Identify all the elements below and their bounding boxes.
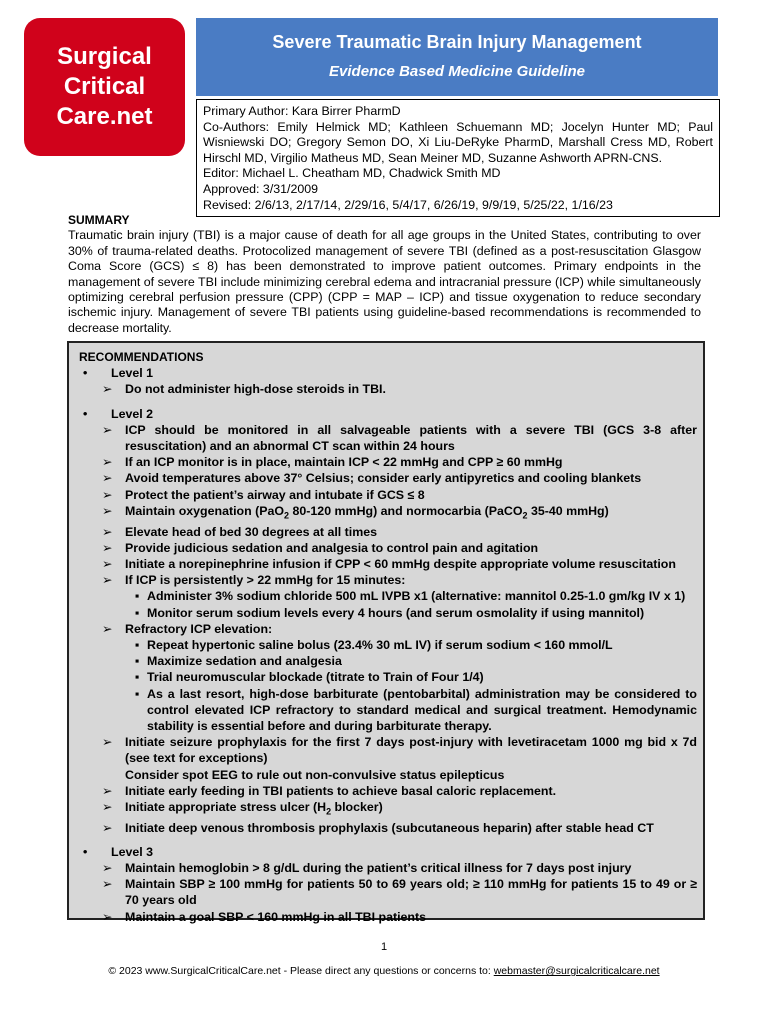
ulcer-text-b: blocker) (331, 799, 383, 814)
sub-list-item: ▪ As a last resort, high-dose barbiturate (pentobarbital) administration may be considered to control elevated ICP refractory to standard medical and surgical treatment. Hemodynamic stability is essential before and during barbiturate therapy. (147, 686, 697, 735)
oxygenation-text-b: 80-120 mmHg) and normocarbia (PaCO (289, 503, 523, 518)
title-banner (196, 18, 718, 96)
recommendations-box (67, 341, 705, 924)
list-item: ➢ Initiate a norepinephrine infusion if CPP < 60 mmHg despite appropriate volume resuscitation (125, 556, 697, 572)
list-item: ➢ Do not administer high-dose steroids in TBI. (125, 381, 697, 397)
page-footer (0, 965, 768, 977)
summary-heading: SUMMARY (68, 213, 130, 227)
refractory-label: ➢ Refractory ICP elevation: (125, 621, 273, 636)
list-item (125, 621, 697, 734)
list-item: ➢ Elevate head of bed 30 degrees at all times (125, 524, 697, 540)
icp-persistent-label: ➢ If ICP is persistently > 22 mmHg for 15 minutes: (125, 573, 406, 588)
sub-list-item: ▪ Maximize sedation and analgesia (147, 653, 697, 669)
list-item: ➢ Initiate early feeding in TBI patients to achieve basal caloric replacement. (125, 783, 697, 799)
page-number: 1 (380, 941, 388, 953)
oxygenation-text-c: 35-40 mmHg) (527, 503, 609, 518)
list-item: ➢ ICP should be monitored in all salvageable patients with a severe TBI (GCS 3-8 after resuscitation) and an abnormal CT scan within 24 hours (125, 422, 697, 454)
authors-box (196, 99, 720, 217)
recommendations-heading: RECOMMENDATIONS (79, 350, 204, 364)
editor: Editor: Michael L. Cheatham MD, Chadwick Smith MD (203, 166, 501, 181)
level-1-label: • Level 1 (79, 365, 697, 381)
revised-dates: Revised: 2/6/13, 2/17/14, 2/29/16, 5/4/17, 6/26/19, 9/9/19, 5/25/22, 1/16/23 (203, 197, 613, 212)
list-item: ➢ Avoid temperatures above 37° Celsius; consider early antipyretics and cooling blankets (125, 470, 697, 486)
list-item: ➢ If an ICP monitor is in place, maintain ICP < 22 mmHg and CPP ≥ 60 mmHg (125, 454, 697, 470)
list-item: ➢ Maintain SBP ≥ 100 mmHg for patients 50 to 69 years old; ≥ 110 mmHg for patients 15 to 49 or ≥ 70 years old (125, 876, 697, 908)
ulcer-text-a: Initiate appropriate stress ulcer (H (125, 799, 327, 814)
list-item: ➢ Provide judicious sedation and analgesia to control pain and agitation (125, 540, 697, 556)
logo-line-2: Critical (63, 73, 146, 100)
document-subtitle: Evidence Based Medicine Guideline (329, 63, 585, 80)
list-item (125, 503, 697, 524)
ulcer-sub: 2 (326, 806, 332, 817)
oxygenation-text-a: Maintain oxygenation (PaO (125, 503, 285, 518)
sub-list-item: ▪ Administer 3% sodium chloride 500 mL IVPB x1 (alternative: mannitol 0.25-1.0 gm/kg IV x 1) (147, 588, 697, 604)
oxygenation-sub-a: 2 (284, 510, 290, 521)
list-item: ➢ Initiate deep venous thrombosis prophylaxis (subcutaneous heparin) after stable head CT (125, 820, 697, 836)
refractory-sublist (125, 637, 697, 734)
eeg-note: Consider spot EEG to rule out non-convulsive status epilepticus (125, 767, 505, 782)
footer-email-link[interactable]: webmaster@surgicalcriticalcare.net (493, 965, 660, 977)
level-2-list (79, 422, 697, 836)
list-item: ➢ Maintain hemoglobin > 8 g/dL during the patient’s critical illness for 7 days post injury (125, 860, 697, 876)
co-authors: Co-Authors: Emily Helmick MD; Kathleen Schuemann MD; Jocelyn Hunter MD; Paul Wisniewski DO; Gregory Semon DO, Xi Liu-DeRyke PharmD, Marshall Cress MD, Robert Hirschl MD, Virgilio Matheus MD, Sean Meiner MD, Suzanne Ashworth APRN-CNS. (203, 119, 713, 165)
site-logo (24, 18, 185, 156)
list-item: ➢ Protect the patient’s airway and intubate if GCS ≤ 8 (125, 487, 697, 503)
sub-list-item: ▪ Repeat hypertonic saline bolus (23.4% 30 mL IV) if serum sodium < 160 mmol/L (147, 637, 697, 653)
level-3-list (79, 860, 697, 925)
level-1-list (79, 381, 697, 397)
sub-list-item: ▪ Trial neuromuscular blockade (titrate to Train of Four 1/4) (147, 669, 697, 685)
footer-text: © 2023 www.SurgicalCriticalCare.net - Please direct any questions or concerns to: (108, 965, 494, 977)
logo-line-1: Surgical (57, 43, 152, 70)
icp-persistent-sublist (125, 588, 697, 620)
list-item: ➢ Maintain a goal SBP < 160 mmHg in all TBI patients (125, 909, 697, 925)
approved-date: Approved: 3/31/2009 (203, 181, 319, 196)
sub-list-item: ▪ Monitor serum sodium levels every 4 hours (and serum osmolality if using mannitol) (147, 605, 697, 621)
summary-text: Traumatic brain injury (TBI) is a major cause of death for all age groups in the United States, contributing to over 30% of trauma-related deaths. Protocolized management of severe TBI (defined as a post-resuscitation Glasgow Coma Score (GCS) ≤ 8) has been demonstrated to improve patient outcomes. Primary endpoints in the management of severe TBI include minimizing cerebral edema and intracranial pressure (ICP) while simultaneously optimizing cerebral perfusion pressure (CPP) (CPP = MAP – ICP) and tissue oxygenation to reduce secondary ischemic injury. Management of severe TBI patients using guideline-based recommendations is recommended to decrease mortality. (68, 228, 701, 335)
logo-line-3: Care.net (56, 103, 153, 130)
oxygenation-sub-b: 2 (522, 510, 528, 521)
level-3-label: • Level 3 (79, 844, 697, 860)
summary-section (68, 213, 701, 336)
level-2-label: • Level 2 (79, 406, 697, 422)
primary-author: Primary Author: Kara Birrer PharmD (203, 104, 401, 118)
document-title: Severe Traumatic Brain Injury Management (272, 32, 642, 52)
list-item: ➢ Initiate seizure prophylaxis for the first 7 days post-injury with levetiracetam 1000 mg bid x 7d (see text for exceptions) (125, 734, 697, 766)
list-item (125, 572, 697, 621)
list-item (125, 799, 697, 820)
